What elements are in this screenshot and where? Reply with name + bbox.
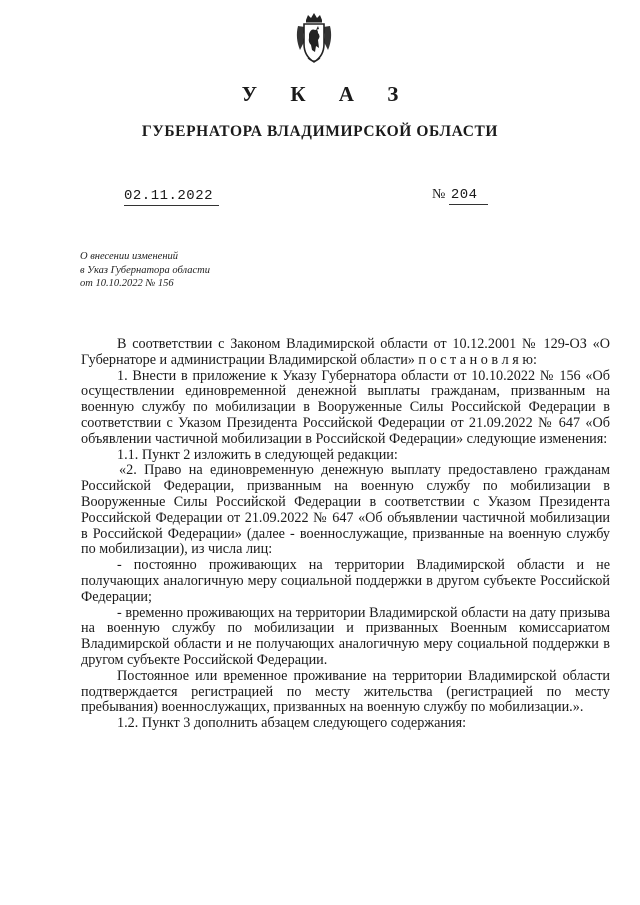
coat-of-arms-icon: [294, 12, 334, 66]
subject-line: в Указ Губернатора области: [80, 264, 210, 276]
body-paragraph: - постоянно проживающих на территории Владимирской области и не получающих аналогичную меру социальной поддержки в другом субъекте Российской Федерации;: [81, 557, 610, 605]
number-sign: №: [432, 187, 446, 202]
body-paragraph: 1. Внести в приложение к Указу Губернатора области от 10.10.2022 № 156 «Об осуществлении единовременной денежной выплаты гражданам, призванным на военную службу по мобилизации в Вооруженные Силы Российской Федерации в соответствии с Указом Президента Российской Федерации от 21.09.2022 № 647 «Об объявлении частичной мобилизации в Российской Федерации» следующие изменения:: [81, 367, 610, 447]
body-paragraph: Постоянное или временное проживание на территории Владимирской области подтверждается регистрацией по месту жительства (регистрацией по месту пребывания) военнослужащих, призванных на военную службу по мобилизации.».: [81, 667, 610, 716]
body-paragraph: 1.2. Пункт 3 дополнить абзацем следующего содержания:: [117, 715, 467, 732]
body-paragraph: 1.1. Пункт 2 изложить в следующей редакции:: [117, 446, 398, 463]
decree-title: У К А З: [241, 82, 413, 106]
subject-line: от 10.10.2022 № 156: [80, 278, 174, 289]
body-paragraph: «2. Право на единовременную денежную выплату предоставлено гражданам Российской Федерации, призванным на военную службу по мобилизации в Вооруженные Силы Российской Федерации в соответствии с Указом Президента Российской Федерации от 21.09.2022 № 647 «Об объявлении частичной мобилизации в Российской Федерации» (далее - военнослужащие, призванные на военную службу по мобилизации), из числа лиц:: [81, 462, 610, 558]
body-paragraph: - временно проживающих на территории Владимирской области на дату призыва на военную службу по мобилизации и призванных Военным комиссариатом Владимирской области и не получающих аналогичную меру социальной поддержки в другом субъекте Российской Федерации.: [81, 604, 610, 668]
decree-body: [81, 337, 610, 732]
decree-number-block: [432, 187, 488, 203]
decree-number: 204: [449, 187, 488, 205]
body-paragraph: В соответствии с Законом Владимирской области от 10.12.2001 № 129-ОЗ «О Губернаторе и администрации Владимирской области» п о с т а н о в л я ю:: [81, 336, 610, 368]
subject-heading: [80, 250, 210, 291]
issuer-title: ГУБЕРНАТОРА ВЛАДИМИРСКОЙ ОБЛАСТИ: [141, 123, 499, 140]
subject-line: О внесении изменений: [80, 251, 179, 262]
decree-date: 02.11.2022: [124, 188, 219, 206]
